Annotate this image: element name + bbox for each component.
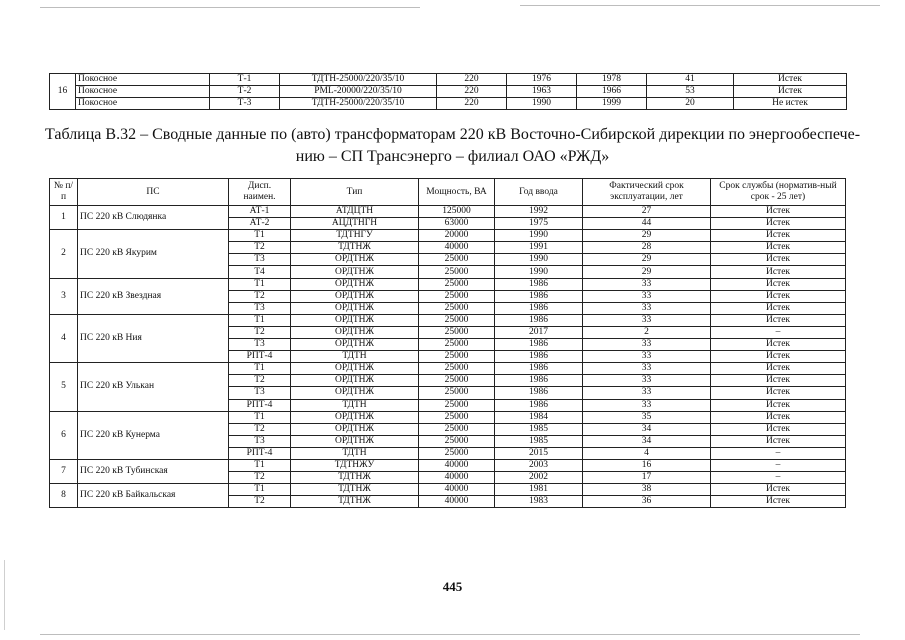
table-cell: – bbox=[711, 472, 846, 484]
table-cell: Покосное bbox=[76, 98, 210, 110]
table-cell: 2 bbox=[50, 230, 78, 278]
table-cell: 1986 bbox=[495, 302, 583, 314]
table-cell: ОРДТНЖ bbox=[291, 423, 419, 435]
table-cell: 25000 bbox=[419, 266, 495, 278]
table-cell: 29 bbox=[583, 254, 711, 266]
table-cell: 5 bbox=[50, 363, 78, 411]
table-cell: 44 bbox=[583, 218, 711, 230]
table-cell: Т2 bbox=[229, 375, 291, 387]
table-cell: 2003 bbox=[495, 459, 583, 471]
table-row bbox=[50, 484, 846, 496]
header-cell: Год ввода bbox=[495, 179, 583, 206]
table-cell: 1975 bbox=[495, 218, 583, 230]
table-cell: АТ-1 bbox=[229, 206, 291, 218]
table-cell: Т1 bbox=[229, 459, 291, 471]
table-cell: Истек bbox=[711, 206, 846, 218]
table-cell: 17 bbox=[583, 472, 711, 484]
table-cell: ПС 220 кВ Кунерма bbox=[78, 411, 229, 459]
page-number: 445 bbox=[442, 579, 463, 594]
table-cell: 25000 bbox=[419, 411, 495, 423]
table-cell: Покосное bbox=[76, 74, 210, 86]
table-cell: 1 bbox=[50, 206, 78, 230]
table-cell: 16 bbox=[583, 459, 711, 471]
table-cell: 33 bbox=[583, 387, 711, 399]
table-cell: Истек bbox=[711, 351, 846, 363]
table-cell: 28 bbox=[583, 242, 711, 254]
table-cell: Истек bbox=[711, 496, 846, 508]
table-cell: ТДТН-25000/220/35/10 bbox=[280, 98, 437, 110]
table-cell: Истек bbox=[711, 484, 846, 496]
table-cell: ОРДТНЖ bbox=[291, 254, 419, 266]
table-cell: 29 bbox=[583, 266, 711, 278]
table-cell: ОРДТНЖ bbox=[291, 363, 419, 375]
table-cell: 16 bbox=[50, 74, 76, 110]
table-cell: Истек bbox=[711, 254, 846, 266]
table-cell: ТДТНЖУ bbox=[291, 459, 419, 471]
table-cell: Истек bbox=[711, 435, 846, 447]
table-cell: РПТ-4 bbox=[229, 351, 291, 363]
table-cell: Т1 bbox=[229, 484, 291, 496]
table-cell: 2017 bbox=[495, 326, 583, 338]
table-cell: 25000 bbox=[419, 387, 495, 399]
table-cell: 25000 bbox=[419, 254, 495, 266]
table-cell: 1999 bbox=[577, 98, 647, 110]
table-cell: АЦДТНГН bbox=[291, 218, 419, 230]
table-cell: Т-2 bbox=[210, 86, 280, 98]
table-cell: 4 bbox=[583, 447, 711, 459]
table-cell: Т-3 bbox=[210, 98, 280, 110]
table-cell: 25000 bbox=[419, 435, 495, 447]
scan-edge-left bbox=[4, 560, 5, 630]
table-cell: 25000 bbox=[419, 302, 495, 314]
table-cell: 1992 bbox=[495, 206, 583, 218]
table-cell: Истек bbox=[711, 339, 846, 351]
table-row bbox=[50, 278, 846, 290]
table-cell: Т4 bbox=[229, 266, 291, 278]
table-cell: Истек bbox=[711, 266, 846, 278]
table-cell: 41 bbox=[647, 74, 734, 86]
table-cell: Т1 bbox=[229, 363, 291, 375]
table-cell: 1986 bbox=[495, 278, 583, 290]
table-cell: 40000 bbox=[419, 472, 495, 484]
table-cell: PML-20000/220/35/10 bbox=[280, 86, 437, 98]
table-cell: 1986 bbox=[495, 339, 583, 351]
table-cell: ТДТНГУ bbox=[291, 230, 419, 242]
header-cell: № п/п bbox=[50, 179, 78, 206]
table-cell: 1990 bbox=[507, 98, 577, 110]
table-cell: 1990 bbox=[495, 254, 583, 266]
table-cell: ОРДТНЖ bbox=[291, 302, 419, 314]
table-cell: 25000 bbox=[419, 351, 495, 363]
table-cell: Т2 bbox=[229, 472, 291, 484]
table-row bbox=[50, 98, 847, 110]
table-cell: 1986 bbox=[495, 399, 583, 411]
table-cell: 25000 bbox=[419, 290, 495, 302]
table-cell: 1985 bbox=[495, 435, 583, 447]
table-cell: ОРДТНЖ bbox=[291, 435, 419, 447]
table-row bbox=[50, 411, 846, 423]
table-cell: Т1 bbox=[229, 314, 291, 326]
table-cell: Покосное bbox=[76, 86, 210, 98]
table-cell: 25000 bbox=[419, 314, 495, 326]
table-cell: 29 bbox=[583, 230, 711, 242]
table-cell: ОРДТНЖ bbox=[291, 326, 419, 338]
table-cell: ОРДТНЖ bbox=[291, 314, 419, 326]
table-cell: 40000 bbox=[419, 484, 495, 496]
table-cell: 1963 bbox=[507, 86, 577, 98]
table-cell: Истек bbox=[711, 302, 846, 314]
table-cell: Истек bbox=[711, 290, 846, 302]
table-cell: 33 bbox=[583, 351, 711, 363]
table-cell: 40000 bbox=[419, 459, 495, 471]
table-cell: Т2 bbox=[229, 496, 291, 508]
table-cell: 1990 bbox=[495, 266, 583, 278]
table-cell: 25000 bbox=[419, 363, 495, 375]
table-cell: 33 bbox=[583, 290, 711, 302]
header-cell: Фактический срок эксплуатации, лет bbox=[583, 179, 711, 206]
table-cell: АТ-2 bbox=[229, 218, 291, 230]
table-cell: ОРДТНЖ bbox=[291, 266, 419, 278]
table-cell: Истек bbox=[711, 423, 846, 435]
table-cell: 20 bbox=[647, 98, 734, 110]
table-cell: 25000 bbox=[419, 278, 495, 290]
table-cell: ТДТНЖ bbox=[291, 484, 419, 496]
table-cell: 6 bbox=[50, 411, 78, 459]
table-cell: ОРДТНЖ bbox=[291, 411, 419, 423]
header-cell: Тип bbox=[291, 179, 419, 206]
table-row bbox=[50, 86, 847, 98]
table-cell: ТДТН-25000/220/35/10 bbox=[280, 74, 437, 86]
table-cell: Истек bbox=[711, 375, 846, 387]
table-cell: ПС 220 кВ Улькан bbox=[78, 363, 229, 411]
table-cell: 40000 bbox=[419, 242, 495, 254]
table-cell: ПС 220 кВ Ния bbox=[78, 314, 229, 362]
table-cell: ОРДТНЖ bbox=[291, 339, 419, 351]
table-cell: Истек bbox=[711, 411, 846, 423]
table-cell: АТДЦТН bbox=[291, 206, 419, 218]
table-cell: Т3 bbox=[229, 387, 291, 399]
continuation-table bbox=[49, 73, 847, 110]
table-cell: 1986 bbox=[495, 351, 583, 363]
table-row bbox=[50, 230, 846, 242]
table-cell: Т2 bbox=[229, 242, 291, 254]
table-cell: 1983 bbox=[495, 496, 583, 508]
table-cell: Т2 bbox=[229, 326, 291, 338]
table-cell: – bbox=[711, 326, 846, 338]
table-cell: 2002 bbox=[495, 472, 583, 484]
table-cell: 25000 bbox=[419, 375, 495, 387]
table-cell: 1984 bbox=[495, 411, 583, 423]
table-cell: Т-1 bbox=[210, 74, 280, 86]
table-row bbox=[50, 363, 846, 375]
table-cell: 1986 bbox=[495, 375, 583, 387]
table-cell: 2015 bbox=[495, 447, 583, 459]
table-cell: Истек bbox=[711, 230, 846, 242]
table-row bbox=[50, 314, 846, 326]
table-cell: 33 bbox=[583, 314, 711, 326]
table-cell: ОРДТНЖ bbox=[291, 278, 419, 290]
table-cell: ТДТНЖ bbox=[291, 472, 419, 484]
table-cell: 33 bbox=[583, 399, 711, 411]
table-cell: 8 bbox=[50, 484, 78, 508]
table-cell: 25000 bbox=[419, 326, 495, 338]
table-cell: 34 bbox=[583, 435, 711, 447]
table-cell: 3 bbox=[50, 278, 78, 314]
table-cell: ТДТН bbox=[291, 351, 419, 363]
scan-edge-top bbox=[40, 7, 420, 8]
table-cell: 36 bbox=[583, 496, 711, 508]
table-cell: Т3 bbox=[229, 254, 291, 266]
table-caption: Таблица В.32 – Сводные данные по (авто) трансформаторам 220 кВ Восточно-Сибирской дирекции по энергообеспече-нию – СП Трансэнерго – филиал ОАО «РЖД» bbox=[44, 126, 861, 165]
table-cell: 33 bbox=[583, 278, 711, 290]
table-cell: 1986 bbox=[495, 290, 583, 302]
table-cell: ПС 220 кВ Звездная bbox=[78, 278, 229, 314]
table-cell: Истек bbox=[711, 314, 846, 326]
table-cell: ПС 220 кВ Байкальская bbox=[78, 484, 229, 508]
table-cell: 1966 bbox=[577, 86, 647, 98]
table-cell: Истек bbox=[734, 86, 847, 98]
table-cell: 220 bbox=[437, 86, 507, 98]
table-cell: ОРДТНЖ bbox=[291, 375, 419, 387]
table-cell: Т1 bbox=[229, 230, 291, 242]
table-cell: Т3 bbox=[229, 302, 291, 314]
table-cell: Т2 bbox=[229, 423, 291, 435]
scan-edge-top-right bbox=[520, 5, 880, 6]
table-row bbox=[50, 206, 846, 218]
table-cell: ОРДТНЖ bbox=[291, 290, 419, 302]
header-cell: ПС bbox=[78, 179, 229, 206]
table-cell: 25000 bbox=[419, 447, 495, 459]
table-cell: Т1 bbox=[229, 278, 291, 290]
table-cell: Истек bbox=[711, 278, 846, 290]
table-cell: 35 bbox=[583, 411, 711, 423]
table-cell: 1991 bbox=[495, 242, 583, 254]
table-cell: 38 bbox=[583, 484, 711, 496]
table-cell: 220 bbox=[437, 98, 507, 110]
header-cell: Дисп. наимен. bbox=[229, 179, 291, 206]
table-cell: Т1 bbox=[229, 411, 291, 423]
table-cell: 1986 bbox=[495, 363, 583, 375]
table-cell: 7 bbox=[50, 459, 78, 483]
table-cell: Истек bbox=[711, 387, 846, 399]
table-cell: – bbox=[711, 459, 846, 471]
table-cell: 220 bbox=[437, 74, 507, 86]
table-cell: 33 bbox=[583, 363, 711, 375]
header-cell: Срок службы (норматив-ный срок - 25 лет) bbox=[711, 179, 846, 206]
table-cell: Истек bbox=[711, 218, 846, 230]
table-cell: 33 bbox=[583, 375, 711, 387]
table-cell: 33 bbox=[583, 339, 711, 351]
table-cell: 63000 bbox=[419, 218, 495, 230]
table-cell: 125000 bbox=[419, 206, 495, 218]
table-cell: 1986 bbox=[495, 314, 583, 326]
table-cell: РПТ-4 bbox=[229, 399, 291, 411]
table-cell: 4 bbox=[50, 314, 78, 362]
table-cell: 1990 bbox=[495, 230, 583, 242]
table-cell: Т2 bbox=[229, 290, 291, 302]
table-cell: Не истек bbox=[734, 98, 847, 110]
table-cell: 25000 bbox=[419, 339, 495, 351]
table-cell: Истек bbox=[734, 74, 847, 86]
header-row bbox=[50, 179, 846, 206]
table-cell: 1976 bbox=[507, 74, 577, 86]
table-row bbox=[50, 459, 846, 471]
table-cell: 2 bbox=[583, 326, 711, 338]
table-cell: – bbox=[711, 447, 846, 459]
table-cell: 1986 bbox=[495, 387, 583, 399]
header-cell: Мощность, ВА bbox=[419, 179, 495, 206]
table-cell: 25000 bbox=[419, 399, 495, 411]
table-cell: 33 bbox=[583, 302, 711, 314]
table-cell: ТДТН bbox=[291, 447, 419, 459]
table-cell: 27 bbox=[583, 206, 711, 218]
table-cell: ПС 220 кВ Якурим bbox=[78, 230, 229, 278]
table-cell: 1985 bbox=[495, 423, 583, 435]
table-cell: 1978 bbox=[577, 74, 647, 86]
table-cell: Истек bbox=[711, 363, 846, 375]
table-cell: ТДТН bbox=[291, 399, 419, 411]
table-cell: Т3 bbox=[229, 435, 291, 447]
table-cell: Истек bbox=[711, 242, 846, 254]
table-cell: 34 bbox=[583, 423, 711, 435]
table-cell: ТДТНЖ bbox=[291, 496, 419, 508]
table-cell: 25000 bbox=[419, 423, 495, 435]
table-cell: 40000 bbox=[419, 496, 495, 508]
table-cell: РПТ-4 bbox=[229, 447, 291, 459]
table-cell: 53 bbox=[647, 86, 734, 98]
table-cell: ОРДТНЖ bbox=[291, 387, 419, 399]
table-cell: 20000 bbox=[419, 230, 495, 242]
table-row bbox=[50, 74, 847, 86]
table-cell: Т3 bbox=[229, 339, 291, 351]
table-cell: ПС 220 кВ Тубинская bbox=[78, 459, 229, 483]
scan-edge-bottom bbox=[40, 634, 860, 635]
table-cell: Истек bbox=[711, 399, 846, 411]
table-cell: ПС 220 кВ Слюдянка bbox=[78, 206, 229, 230]
transformer-table bbox=[49, 178, 846, 508]
table-cell: ТДТНЖ bbox=[291, 242, 419, 254]
table-cell: 1981 bbox=[495, 484, 583, 496]
